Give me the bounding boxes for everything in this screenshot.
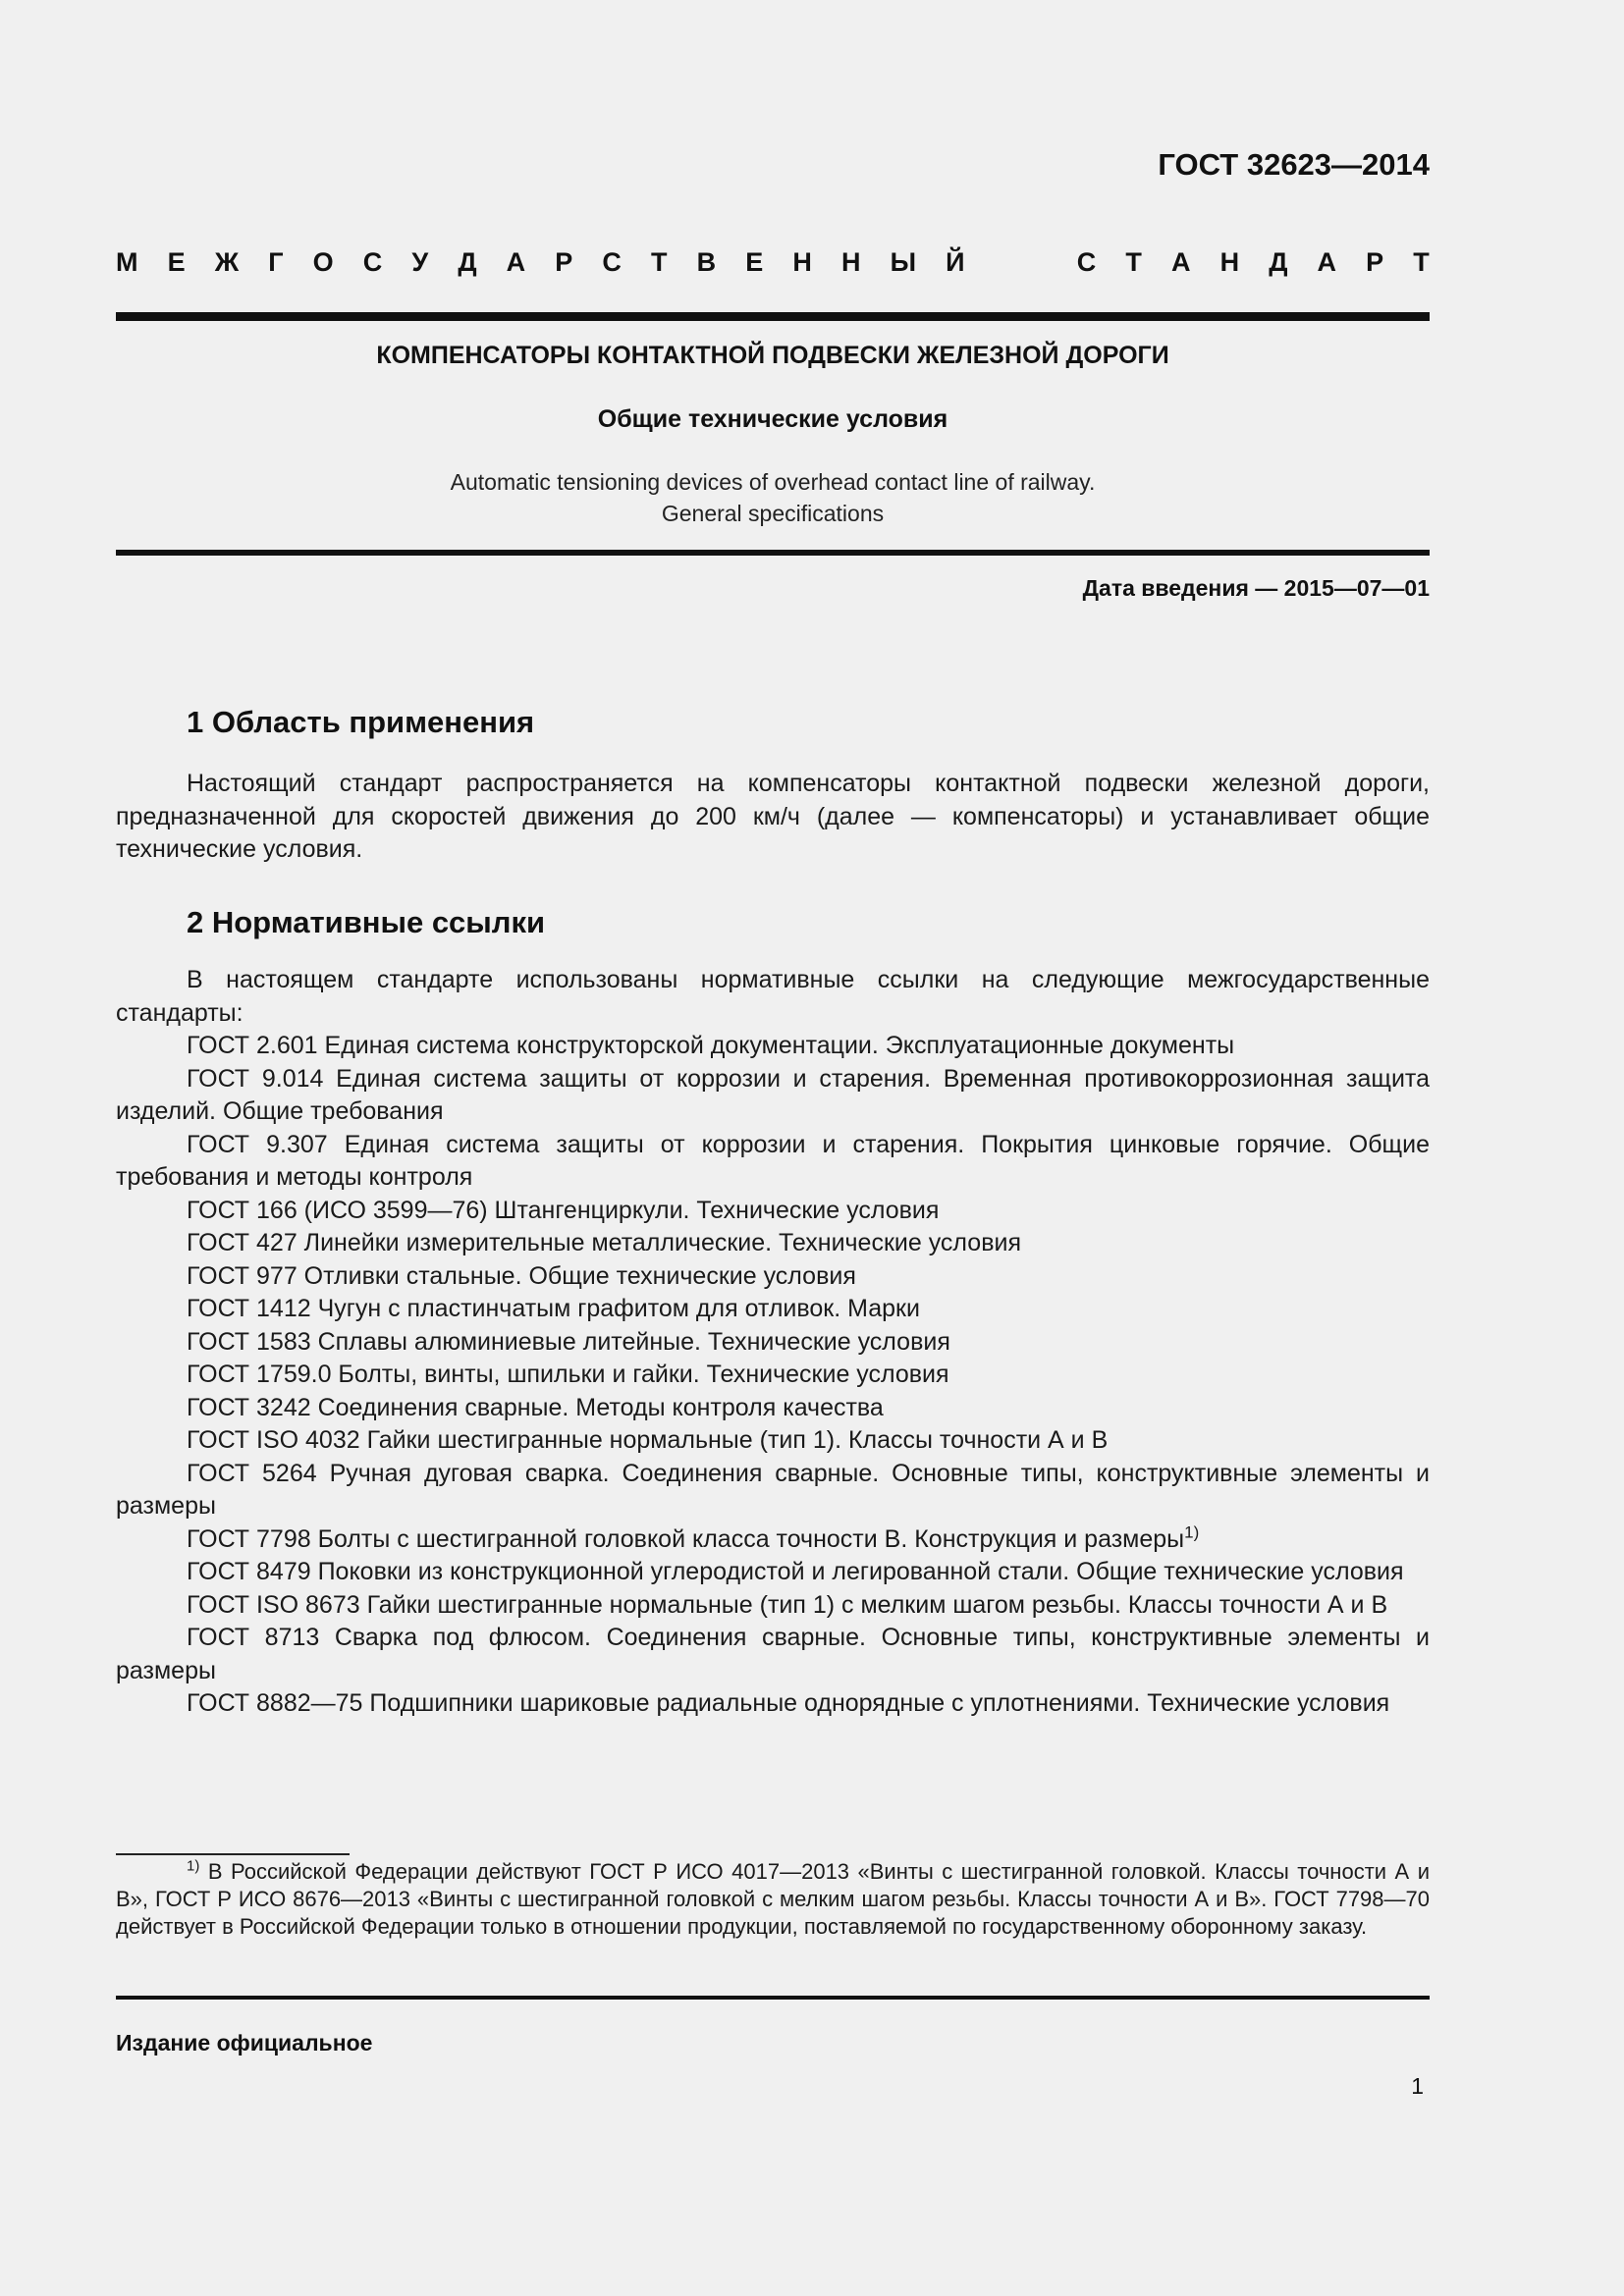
- reference-item: [116, 1293, 1430, 1326]
- english-title-line-1: Automatic tensioning devices of overhead contact line of railway.: [450, 469, 1096, 495]
- reference-item: [116, 1523, 1430, 1557]
- reference-item: [116, 1260, 1430, 1294]
- banner-letter: Ы: [890, 247, 917, 277]
- reference-item: [116, 1424, 1430, 1458]
- reference-text: ГОСТ 7798 Болты с шестигранной головкой класса точности В. Конструкция и размеры: [187, 1524, 1185, 1553]
- footnote-text: В Российской Федерации действуют ГОСТ Р ИСО 4017—2013 «Винты с шестигранной головкой. Классы точности А и В», ГОСТ Р ИСО 8676—2013 «Винты с шестигранной головкой с мелким шагом резьбы. Классы точности А и В». ГОСТ 7798—70 действует в Российской Федерации только в отношении продукции, поставляемой по государственному оборонному заказу.: [116, 1859, 1430, 1939]
- banner-letter: Д: [1269, 247, 1288, 277]
- banner-letter: М: [116, 247, 138, 277]
- banner-letter: А: [1170, 247, 1191, 277]
- section-1-heading: 1 Область применения: [187, 705, 535, 739]
- reference-text: ГОСТ ISO 4032 Гайки шестигранные нормальные (тип 1). Классы точности А и В: [187, 1426, 1109, 1454]
- banner-letter: У: [411, 247, 429, 277]
- title-rule: [116, 550, 1430, 556]
- banner-letter: Т: [1413, 247, 1430, 277]
- banner-letter: Р: [1366, 247, 1384, 277]
- banner-word-gap: [995, 247, 1048, 278]
- document-subtitle: Общие технические условия: [597, 405, 948, 433]
- banner-letter: Н: [1219, 247, 1240, 277]
- reference-text: ГОСТ 977 Отливки стальные. Общие технические условия: [187, 1261, 856, 1290]
- reference-text: ГОСТ 8882—75 Подшипники шариковые радиальные однорядные с уплотнениями. Технические условия: [187, 1689, 1390, 1717]
- reference-item: [116, 1195, 1430, 1228]
- reference-item: [116, 1227, 1430, 1260]
- banner-letter: А: [506, 247, 526, 277]
- reference-text: ГОСТ 166 (ИСО 3599—76) Штангенциркули. Технические условия: [187, 1196, 940, 1224]
- page-number: 1: [1411, 2073, 1424, 2099]
- reference-item: [116, 1063, 1430, 1129]
- reference-list: [116, 1030, 1430, 1721]
- banner-letter: О: [312, 247, 334, 277]
- banner-letter: Р: [555, 247, 573, 277]
- footnote-mark: 1): [187, 1857, 200, 1875]
- footnote: [116, 1858, 1430, 1941]
- reference-item: [116, 1392, 1430, 1425]
- banner-letter: В: [696, 247, 717, 277]
- document-code: ГОСТ 32623—2014: [1158, 147, 1430, 182]
- reference-item: [116, 1687, 1430, 1721]
- section-2-heading: 2 Нормативные ссылки: [187, 905, 546, 939]
- banner-letter: Г: [268, 247, 284, 277]
- reference-text: ГОСТ 1412 Чугун с пластинчатым графитом для отливок. Марки: [187, 1295, 920, 1322]
- introduction-date: Дата введения — 2015—07—01: [1082, 575, 1430, 601]
- reference-text: ГОСТ 8713 Сварка под флюсом. Соединения сварные. Основные типы, конструктивные элементы и размеры: [116, 1624, 1430, 1684]
- reference-item: [116, 1326, 1430, 1360]
- references-intro: В настоящем стандарте использованы нормативные ссылки на следующие межгосударственные стандарты:: [116, 966, 1430, 1027]
- banner-letter: Д: [458, 247, 477, 277]
- english-title: [116, 466, 1430, 529]
- reference-text: ГОСТ 9.014 Единая система защиты от коррозии и старения. Временная противокоррозионная защита изделий. Общие требования: [116, 1064, 1430, 1125]
- reference-text: ГОСТ ISO 8673 Гайки шестигранные нормальные (тип 1) с мелким шагом резьбы. Классы точности А и В: [187, 1590, 1388, 1619]
- official-edition-label: Издание официальное: [116, 2030, 373, 2056]
- reference-item: [116, 1359, 1430, 1392]
- banner-letter: Й: [946, 247, 965, 277]
- interstate-standard-banner: [116, 247, 1430, 278]
- scope-paragraph: Настоящий стандарт распространяется на компенсаторы контактной подвески железной дороги, предназначенной для скоростей движения до 200 км/ч (далее — компенсаторы) и устанавливает общие технические условия.: [116, 770, 1430, 863]
- reference-item: [116, 1556, 1430, 1589]
- reference-text: ГОСТ 3242 Соединения сварные. Методы контроля качества: [187, 1393, 884, 1421]
- banner-letter: Н: [792, 247, 812, 277]
- reference-item: [116, 1129, 1430, 1195]
- reference-item: [116, 1589, 1430, 1623]
- section-1-body: [116, 768, 1430, 867]
- banner-letter: Ж: [214, 247, 240, 277]
- footer-rule: [116, 1996, 1430, 2000]
- reference-text: ГОСТ 9.307 Единая система защиты от коррозии и старения. Покрытия цинковые горячие. Общие требования и методы контроля: [116, 1130, 1430, 1191]
- banner-letter: А: [1317, 247, 1337, 277]
- header-rule: [116, 312, 1430, 321]
- reference-text: ГОСТ 5264 Ручная дуговая сварка. Соединения сварные. Основные типы, конструктивные элементы и размеры: [116, 1459, 1430, 1520]
- banner-letter: Т: [651, 247, 668, 277]
- document-page: [116, 0, 1430, 2296]
- section-2-body: [116, 964, 1430, 1721]
- banner-letter: Т: [1125, 247, 1142, 277]
- footnote-reference-mark: 1): [1184, 1522, 1200, 1542]
- reference-item: [116, 1622, 1430, 1687]
- reference-text: ГОСТ 2.601 Единая система конструкторской документации. Эксплуатационные документы: [187, 1032, 1235, 1059]
- reference-text: ГОСТ 8479 Поковки из конструкционной углеродистой и легированной стали. Общие технические условия: [187, 1558, 1404, 1585]
- footnote-separator: [116, 1853, 350, 1855]
- english-title-line-2: General specifications: [661, 501, 885, 526]
- reference-text: ГОСТ 1583 Сплавы алюминиевые литейные. Технические условия: [187, 1327, 950, 1356]
- document-title: КОМПЕНСАТОРЫ КОНТАКТНОЙ ПОДВЕСКИ ЖЕЛЕЗНОЙ ДОРОГИ: [376, 342, 1169, 369]
- reference-item: [116, 1458, 1430, 1523]
- banner-letter: С: [1076, 247, 1097, 277]
- banner-letter: Е: [167, 247, 186, 277]
- reference-text: ГОСТ 1759.0 Болты, винты, шпильки и гайки. Технические условия: [187, 1361, 949, 1388]
- banner-letter: Е: [745, 247, 764, 277]
- reference-item: [116, 1030, 1430, 1063]
- banner-letter: Н: [840, 247, 861, 277]
- banner-letter: С: [602, 247, 622, 277]
- banner-letter: С: [362, 247, 383, 277]
- reference-text: ГОСТ 427 Линейки измерительные металлические. Технические условия: [187, 1229, 1021, 1256]
